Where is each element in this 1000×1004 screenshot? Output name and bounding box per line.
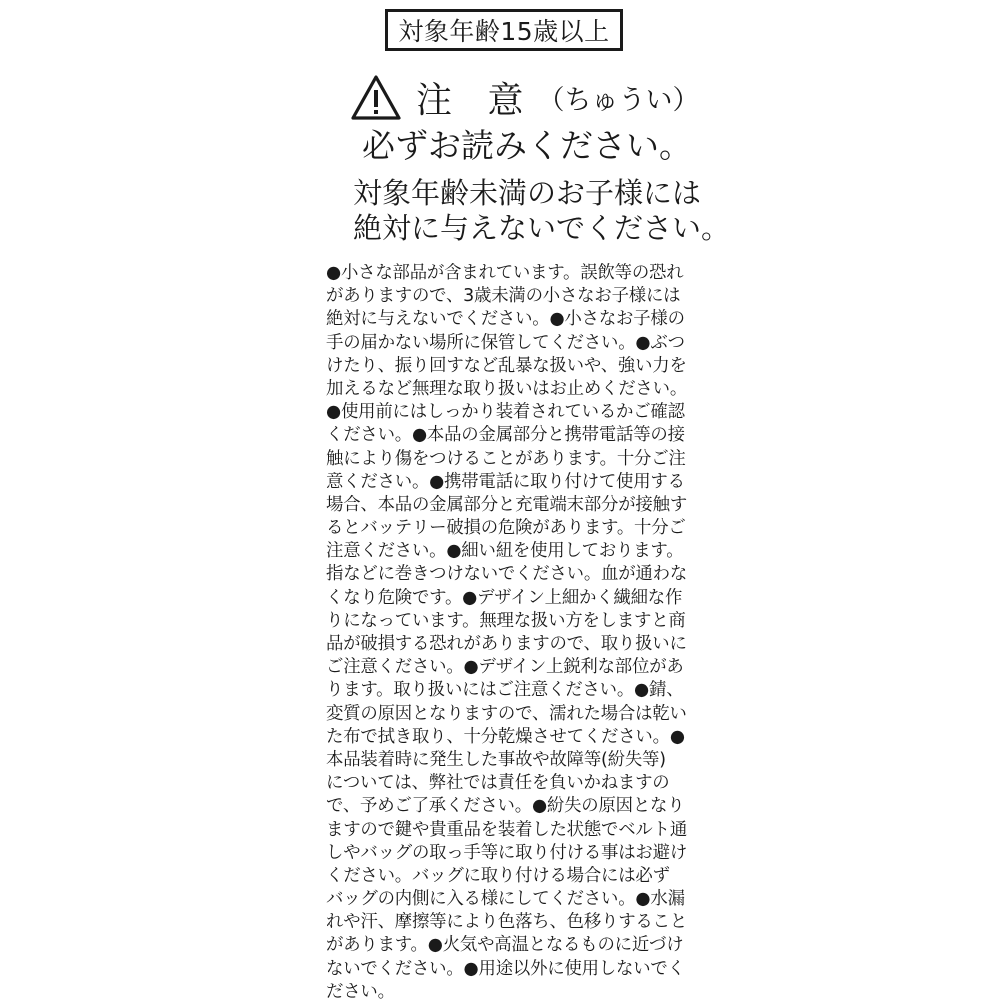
precaution-line: ください。バッグに取り付ける場合には必ず [326,865,670,886]
precaution-line: 品が破損する恐れがありますので、取り扱いに [326,634,687,654]
precaution-line: で、予めご了承ください。●紛失の原因となり [326,796,685,817]
precautions-body [326,262,687,1004]
precaution-line: ください。●本品の金属部分と携帯電話等の接 [326,425,685,446]
precaution-line: があります。●火気や高温となるものに近づけ [326,935,684,956]
precaution-line: ないでください。●用途以外に使用しないでく [326,958,685,979]
precaution-line: がありますので、3歳未満の小さなお子様には [326,286,681,307]
must-read-text: 必ずお読みください。 [362,126,692,165]
precaution-line: ●使用前にはしっかり装着されているかご確認 [326,402,685,423]
precaution-line: 注意ください。●細い紐を使用しております。 [326,541,684,562]
target-age-box [385,9,623,51]
age-warning-line: 対象年齢未満のお子様には [353,176,702,210]
precaution-line: 絶対に与えないでください。●小さなお子様の [326,309,685,330]
precaution-line: 触により傷をつけることがあります。十分ご注 [326,448,686,469]
precaution-line: た布で拭き取り、十分乾燥させてください。● [326,726,685,747]
precaution-line: バッグの内側に入る様にしてください。●水漏 [326,889,685,910]
caution-title: 注 意 [416,79,536,121]
precaution-line: 本品装着時に発生した事故や故障等(紛失等) [326,749,666,770]
precaution-line: 意ください。●携帯電話に取り付けて使用する [326,471,685,492]
precaution-line: ●小さな部品が含まれています。誤飲等の恐れ [326,263,684,283]
precaution-line: ご注意ください。●デザイン上鋭利な部位があ [326,657,684,678]
precaution-line: りになっています。無理な扱い方をしますと商 [326,610,686,631]
precaution-line: 指などに巻きつけないでください。血が通わな [326,564,688,585]
caution-heading [350,72,699,122]
precaution-line: 変質の原因となりますので、濡れた場合は乾い [326,703,687,724]
precaution-line: くなり危険です。●デザイン上細かく繊細な作 [326,587,683,608]
precaution-line: 場合、本品の金属部分と充電端末部分が接触す [326,494,688,515]
precaution-line: しやバッグの取っ手等に取り付ける事はお避け [326,842,688,863]
precaution-line: ださい。 [326,981,395,1002]
warning-triangle-icon [350,73,402,121]
precaution-line: 加えるなど無理な取り扱いはお止めください。 [326,378,688,399]
precaution-line: ますので鍵や貴重品を装着した状態でベルト通 [326,819,688,840]
precaution-line: れや汗、摩擦等により色落ち、色移りすること [326,912,688,933]
target-age-label: 対象年齢15歳以上 [398,17,610,46]
age-warning-line: 絶対に与えないでください。 [353,211,731,245]
precaution-line: については、弊社では責任を負いかねますの [326,773,670,794]
precaution-line: るとバッテリー破損の危険があります。十分ご [326,518,686,539]
caution-reading: （ちゅうい） [537,84,700,116]
precaution-line: けたり、振り回すなど乱暴な扱いや、強い力を [326,355,687,376]
precaution-line: 手の届かない場所に保管してください。●ぶつ [326,332,685,353]
precaution-line: ります。取り扱いにはご注意ください。●錆、 [326,680,684,701]
age-warning-block [353,176,730,246]
